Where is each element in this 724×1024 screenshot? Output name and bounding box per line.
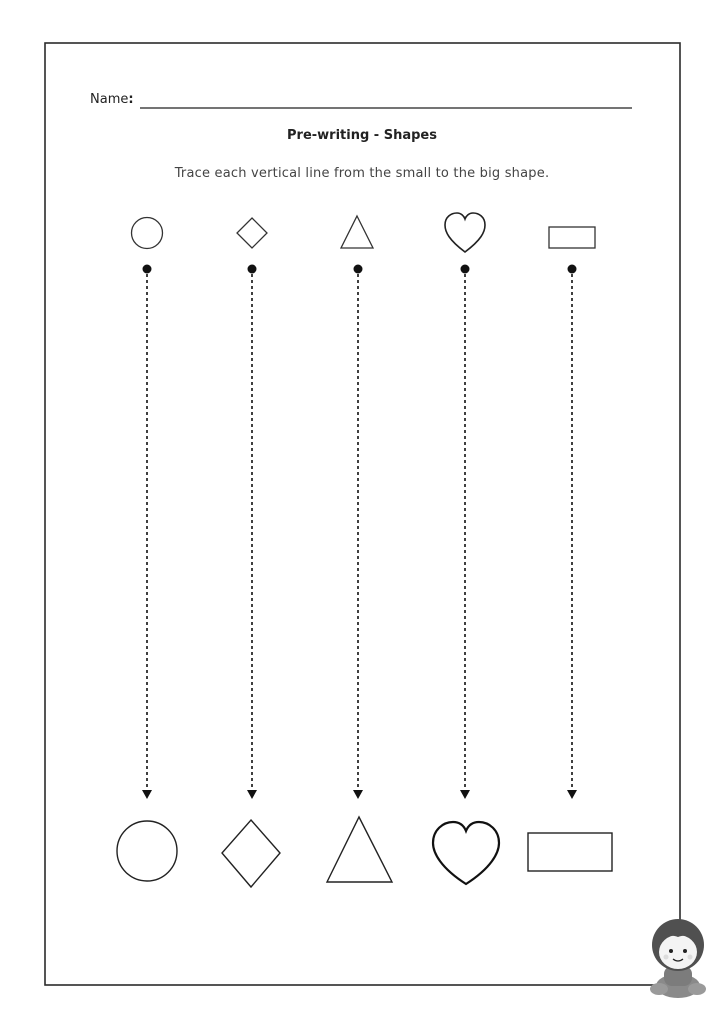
name-label-colon: : [128, 92, 134, 107]
big-triangle-icon [327, 817, 392, 882]
small-diamond-icon [237, 218, 267, 248]
small-triangle-icon [341, 216, 373, 248]
arrowhead-icon [567, 790, 577, 799]
girl-mascot-icon [650, 919, 706, 998]
worksheet-title: Pre-writing - Shapes [287, 128, 437, 143]
start-dot [143, 265, 152, 274]
arrowhead-icon [142, 790, 152, 799]
start-dot [354, 265, 363, 274]
arrowhead-icon [247, 790, 257, 799]
big-rectangle-icon [528, 833, 612, 871]
name-label [90, 92, 134, 107]
small-heart-icon [445, 213, 485, 252]
big-heart-icon [433, 822, 499, 884]
name-label-text: Name [90, 92, 129, 107]
start-dot [461, 265, 470, 274]
small-rectangle-icon [549, 227, 595, 248]
arrowhead-icon [353, 790, 363, 799]
worksheet-instructions: Trace each vertical line from the small to the big shape. [174, 166, 550, 181]
small-circle-icon [132, 218, 163, 249]
start-dot [568, 265, 577, 274]
big-circle-icon [117, 821, 177, 881]
arrowhead-icon [460, 790, 470, 799]
big-diamond-icon [222, 820, 280, 887]
start-dot [248, 265, 257, 274]
